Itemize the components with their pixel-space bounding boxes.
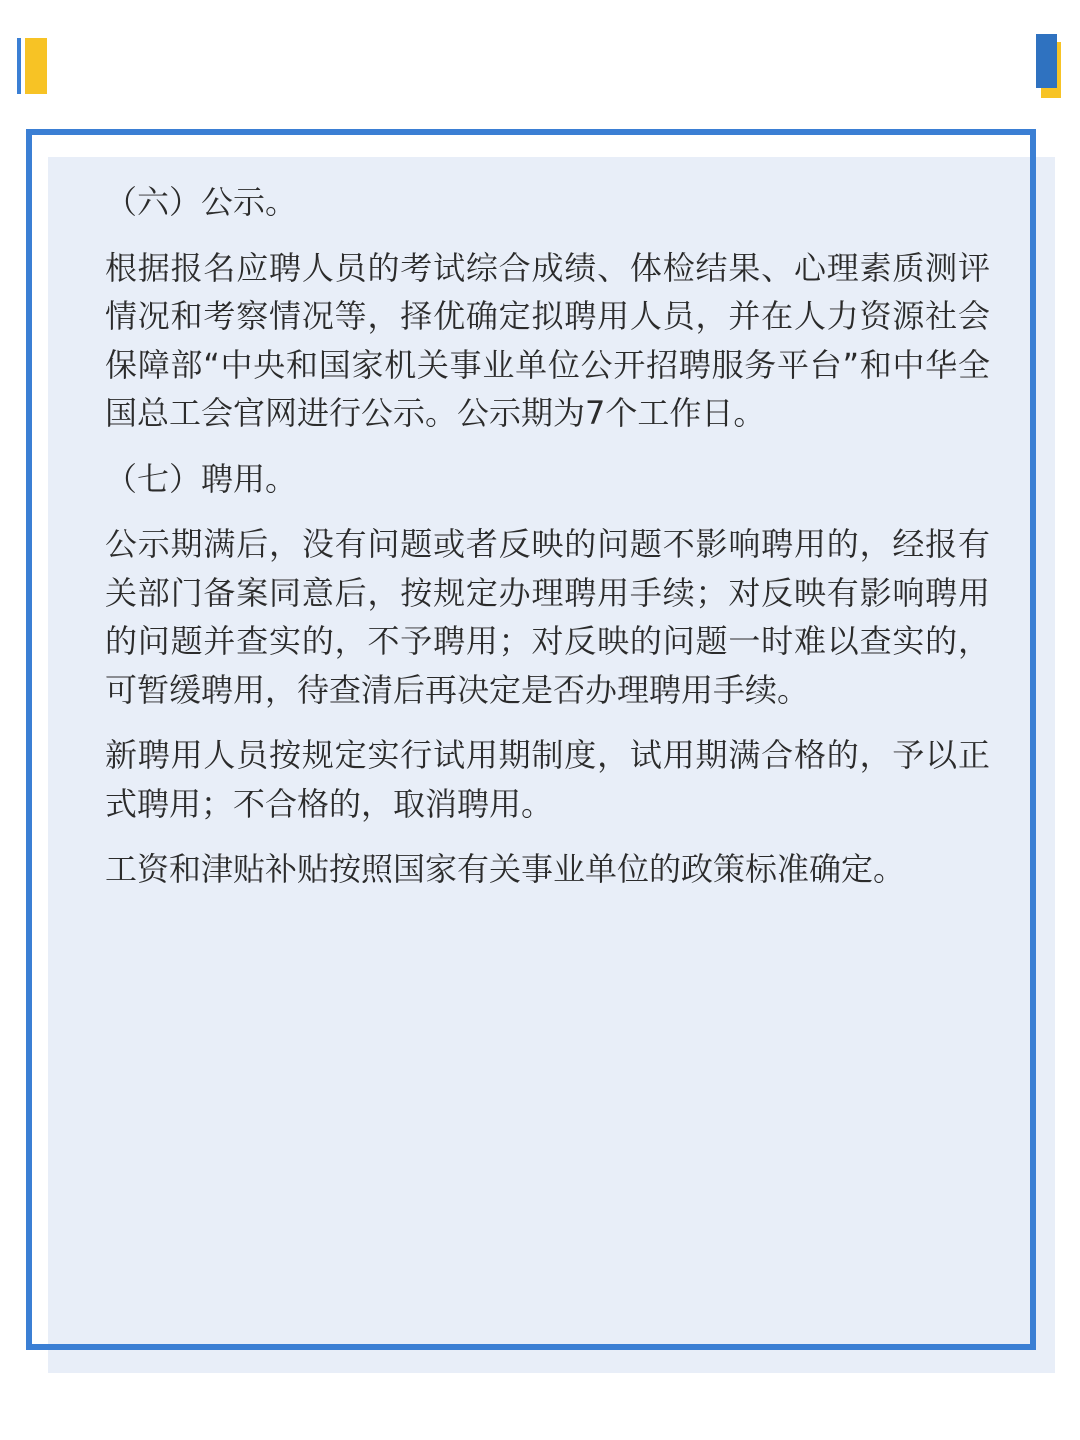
top-left-accent-block <box>25 38 47 94</box>
top-left-accent-line <box>17 38 21 94</box>
section-employment <box>105 455 990 894</box>
paragraph: 工资和津贴补贴按照国家有关事业单位的政策标准确定。 <box>105 850 906 888</box>
top-right-accent-block <box>1036 34 1057 88</box>
section-publicity <box>105 178 990 438</box>
section-heading: （六）公示。 <box>105 183 298 221</box>
paragraph: 根据报名应聘人员的考试综合成绩、体检结果、心理素质测评情况和考察情况等，择优确定拟聘用人员，并在人力资源社会保障部“中央和国家机关事业单位公开招聘服务平台”和中华全国总工会官网进行公示。公示期为7个工作日。 <box>105 248 990 432</box>
document-body <box>105 178 990 911</box>
paragraph: 公示期满后，没有问题或者反映的问题不影响聘用的，经报有关部门备案同意后，按规定办理聘用手续；对反映有影响聘用的问题并查实的，不予聘用；对反映的问题一时难以查实的，可暂缓聘用，待查清后再决定是否办理聘用手续。 <box>105 525 990 709</box>
paragraph: 新聘用人员按规定实行试用期制度，试用期满合格的，予以正式聘用；不合格的，取消聘用。 <box>105 736 990 823</box>
section-heading: （七）聘用。 <box>105 459 298 498</box>
